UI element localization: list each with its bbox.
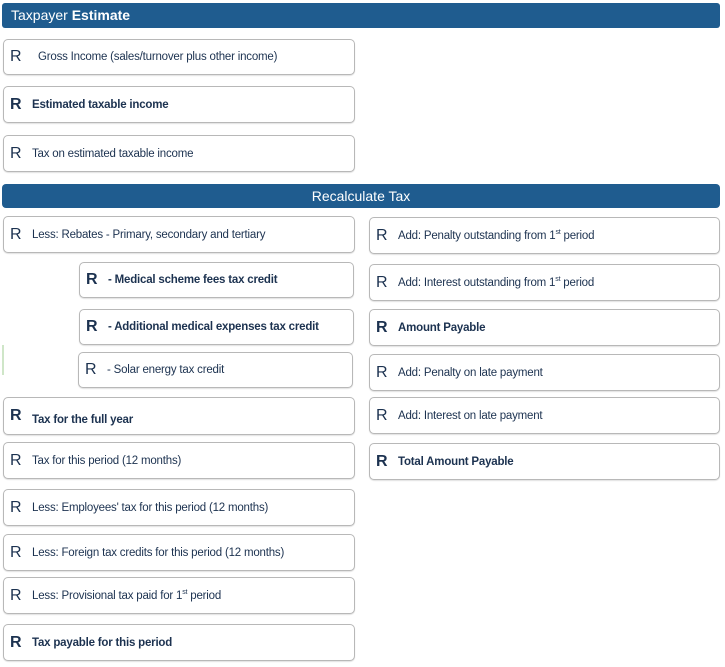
rebates-label: Less: Rebates - Primary, secondary and tertiary	[32, 228, 266, 241]
employees-tax-label: Less: Employees' tax for this period (12 months)	[32, 501, 269, 514]
gross-income-label: Gross Income (sales/turnover plus other income)	[38, 51, 278, 63]
total-amount-payable-field[interactable]	[369, 443, 720, 480]
tax-this-period-field[interactable]	[3, 442, 355, 479]
employees-tax-field[interactable]	[3, 489, 355, 526]
header-title-bold: Estimate	[71, 7, 131, 23]
currency-symbol: R	[10, 451, 22, 469]
provisional-tax-paid-field[interactable]	[3, 577, 355, 614]
currency-symbol: R	[86, 271, 98, 288]
currency-symbol: R	[376, 452, 388, 470]
tax-full-year-label: Tax for the full year	[32, 414, 134, 426]
recalculate-tax-bar[interactable]	[2, 184, 720, 208]
gross-income-field[interactable]	[3, 39, 355, 75]
currency-symbol: R	[10, 633, 22, 651]
foreign-tax-credits-field[interactable]	[3, 534, 355, 571]
tax-on-estimated-income-field[interactable]	[3, 135, 355, 172]
interest-late-payment-label: Add: Interest on late payment	[398, 409, 543, 422]
section-header-taxpayer-estimate	[2, 3, 720, 28]
estimated-taxable-income-label: Estimated taxable income	[32, 98, 169, 111]
currency-symbol: R	[10, 48, 22, 65]
provisional-tax-paid-label: Less: Provisional tax paid for 1st period	[32, 589, 222, 602]
medical-scheme-credit-field[interactable]	[79, 262, 354, 298]
currency-symbol: R	[86, 318, 98, 335]
amount-payable-field[interactable]	[369, 309, 720, 346]
interest-late-payment-field[interactable]	[369, 397, 720, 434]
penalty-late-payment-label: Add: Penalty on late payment	[398, 366, 543, 379]
penalty-late-payment-field[interactable]	[369, 354, 720, 391]
currency-symbol: R	[10, 407, 22, 424]
tax-payable-period-field[interactable]	[3, 624, 355, 661]
currency-symbol: R	[376, 226, 388, 244]
foreign-tax-credits-label: Less: Foreign tax credits for this period (12 months)	[32, 546, 285, 559]
currency-symbol: R	[376, 318, 388, 336]
additional-medical-credit-field[interactable]	[79, 309, 354, 345]
currency-symbol: R	[10, 225, 22, 243]
amount-payable-label: Amount Payable	[398, 321, 486, 334]
solar-energy-credit-field[interactable]	[78, 352, 353, 388]
penalty-outstanding-field[interactable]	[369, 217, 720, 254]
currency-symbol: R	[10, 144, 22, 162]
decorative-edge	[2, 345, 4, 375]
medical-scheme-credit-label: - Medical scheme fees tax credit	[108, 274, 278, 286]
currency-symbol: R	[85, 361, 97, 378]
rebates-field[interactable]	[3, 216, 355, 253]
recalculate-tax-label: Recalculate Tax	[311, 188, 411, 204]
currency-symbol: R	[376, 273, 388, 291]
penalty-outstanding-label: Add: Penalty outstanding from 1st period	[398, 229, 595, 242]
interest-outstanding-label: Add: Interest outstanding from 1st period	[398, 276, 595, 289]
currency-symbol: R	[10, 543, 22, 561]
currency-symbol: R	[10, 95, 22, 113]
tax-on-estimated-income-label: Tax on estimated taxable income	[32, 147, 194, 160]
additional-medical-credit-label: - Additional medical expenses tax credit	[108, 321, 319, 333]
tax-this-period-label: Tax for this period (12 months)	[32, 454, 182, 467]
tax-payable-period-label: Tax payable for this period	[32, 636, 173, 649]
currency-symbol: R	[10, 498, 22, 516]
currency-symbol: R	[376, 363, 388, 381]
estimated-taxable-income-field[interactable]	[3, 86, 355, 123]
interest-outstanding-field[interactable]	[369, 264, 720, 301]
currency-symbol: R	[376, 406, 388, 424]
total-amount-payable-label: Total Amount Payable	[398, 455, 514, 468]
header-title-normal: Taxpayer	[11, 7, 68, 23]
currency-symbol: R	[10, 586, 22, 604]
solar-energy-credit-label: - Solar energy tax credit	[107, 364, 225, 376]
tax-full-year-field[interactable]	[3, 397, 355, 435]
